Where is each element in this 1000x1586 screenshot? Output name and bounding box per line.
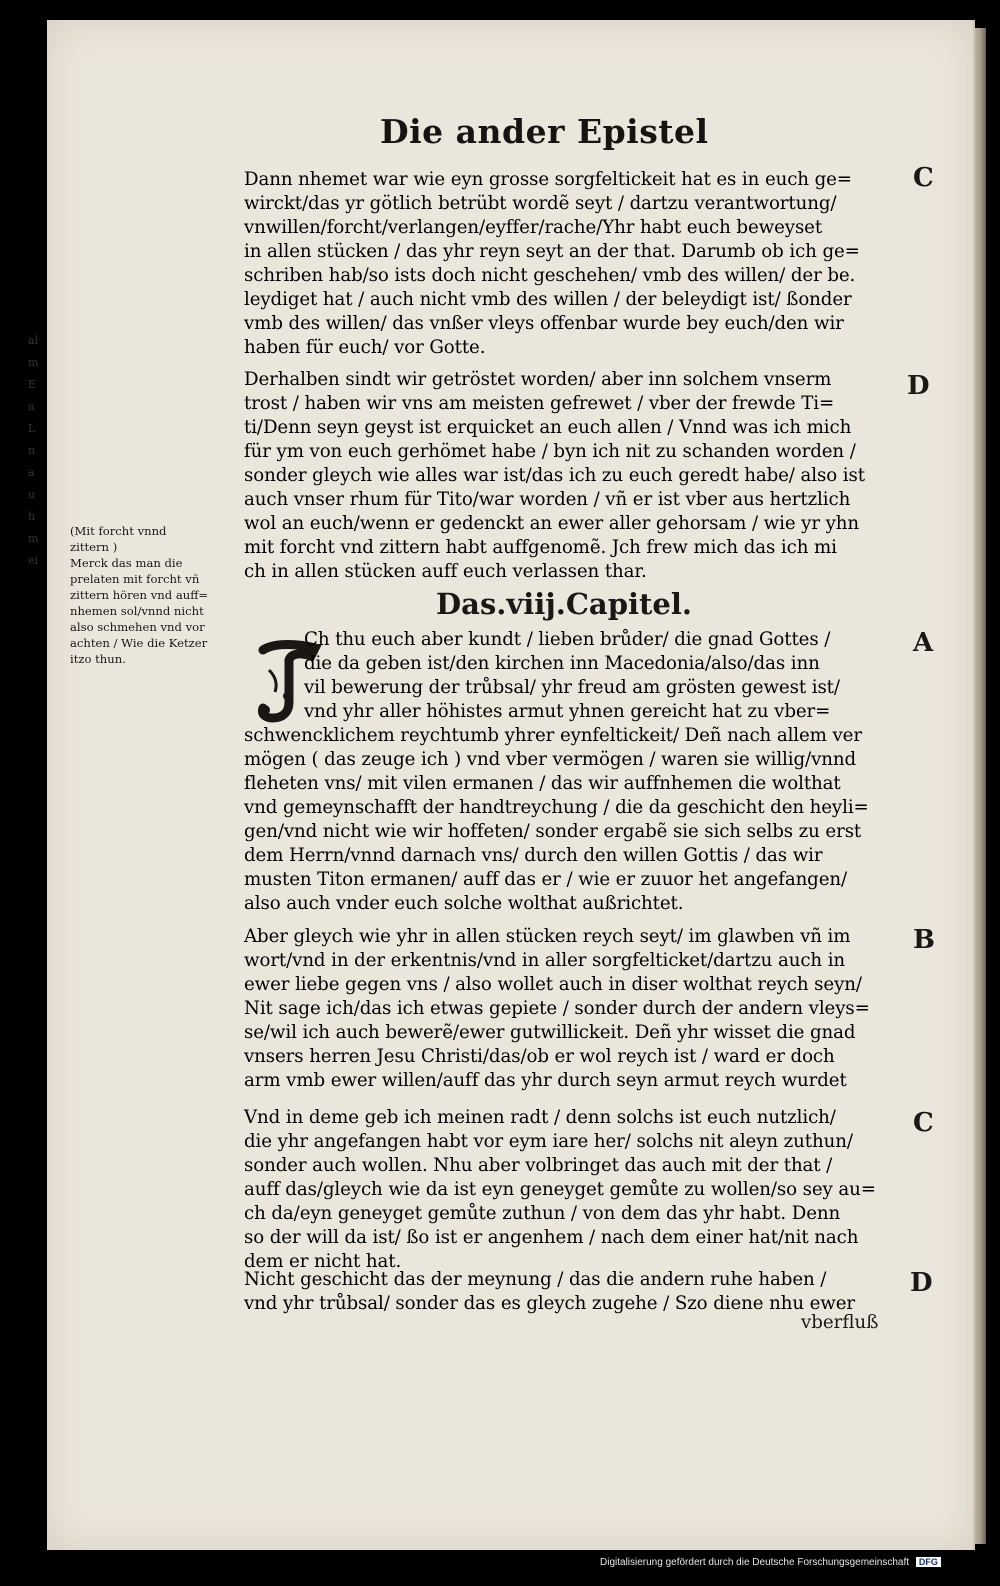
text-line: schriben hab/so ists doch nicht geschehen/ vmb des willen/ der be.	[244, 265, 856, 286]
text-line: Vnd in deme geb ich meinen radt / denn solchs ist euch nutzlich/	[244, 1107, 836, 1128]
text-line: vnd yhr trůbsal/ sonder das es gleych zugehe / Szo diene nhu ewer	[244, 1293, 856, 1314]
text-line: ch in allen stücken auff euch verlassen thar.	[244, 561, 647, 582]
text-line: auch vnser rhum für Tito/war worden / vñ er ist vber aus hertzlich	[244, 489, 851, 510]
text-line: achten / Wie die Ketzer	[70, 636, 208, 650]
marginal-note	[70, 523, 245, 667]
paragraph-2	[244, 368, 884, 584]
text-line: sonder gleych wie alles war ist/das ich zu euch geredt habe/ also ist	[244, 465, 865, 486]
running-title: Die ander Epistel	[380, 112, 709, 151]
text-line: Aber gleych wie yhr in allen stücken reych seyt/ im glawben vñ im	[244, 926, 851, 947]
text-line: vmb des willen/ das vnßer vleys offenbar wurde bey euch/den wir	[244, 313, 844, 334]
paragraph-3	[244, 628, 884, 916]
text-line: ewer liebe gegen vns / also wollet auch in diser wolthat reych seyn/	[244, 974, 862, 995]
paragraph-5	[244, 1106, 884, 1274]
text-line: zittern )	[70, 540, 118, 554]
gutter-fragment: n	[28, 444, 36, 457]
text-line: dem er nicht hat.	[244, 1251, 402, 1272]
text-line: zittern hören vnd auff=	[70, 588, 209, 602]
text-line: vil bewerung der trůbsal/ yhr freud am grösten gewest ist/	[304, 677, 840, 698]
text-line: Nicht geschicht das der meynung / das die andern ruhe haben /	[244, 1269, 827, 1290]
text-line: itzo thun.	[70, 652, 126, 666]
footer-credit	[600, 1557, 941, 1568]
text-line: ti/Denn seyn geyst ist erquicket an euch allen / Vnnd was ich mich	[244, 417, 852, 438]
text-line: musten Titon ermanen/ auff das er / wie er zuuor het angefangen/	[244, 869, 848, 890]
text-line: die yhr angefangen habt vor eym iare her/ solchs nit aleyn zuthun/	[244, 1131, 853, 1152]
text-line: so der will da ist/ ßo ist er angenhem / nach dem einer hat/nit nach	[244, 1227, 859, 1248]
text-line: trost / haben wir vns am meisten gefrewet / vber der frewde Ti=	[244, 393, 835, 414]
footer-text: Digitalisierung gefördert durch die Deutsche Forschungsgemeinschaft	[600, 1557, 910, 1568]
text-line: Derhalben sindt wir getröstet worden/ aber inn solchem vnserm	[244, 369, 832, 390]
text-line: mit forcht vnd zittern habt auffgenomẽ. Jch frew mich das ich mi	[244, 537, 837, 558]
text-line: vnsers herren Jesu Christi/das/ob er wol reych ist / ward er doch	[244, 1046, 835, 1067]
gutter-fragment: a	[28, 466, 35, 479]
text-line: schwencklichem reychtumb yhrer eynfeltickeit/ Deñ nach allem ver	[244, 725, 862, 746]
gutter-fragment: u	[28, 488, 36, 501]
text-line: Dann nhemet war wie eyn grosse sorgfeltickeit hat es in euch ge=	[244, 169, 852, 190]
text-line: wirckt/das yr götlich betrübt wordẽ seyt / dartzu verantwortung/	[244, 193, 837, 214]
text-line: mögen ( das zeuge ich ) vnd vber vermögen / waren sie willig/vnnd	[244, 749, 857, 770]
paragraph-4	[244, 925, 884, 1093]
text-line: fleheten vns/ mit vilen ermanen / das wir auffnhemen die wolthat	[244, 773, 841, 794]
text-line: also schmehen vnd vor	[70, 620, 205, 634]
gutter-fragment: al	[28, 334, 39, 347]
text-line: vnd yhr aller höhistes armut yhnen gereicht hat zu vber=	[304, 701, 831, 722]
sigil-c: C	[913, 163, 934, 193]
gutter-fragment: L	[28, 422, 36, 435]
text-line: vnd gemeynschafft der handtreychung / die da geschicht den heyli=	[244, 797, 869, 818]
text-line: gen/vnd nicht wie wir hoffeten/ sonder ergabẽ sie sich selbs zu erst	[244, 821, 862, 842]
text-line: vnwillen/forcht/verlangen/eyffer/rache/Yhr habt euch beweyset	[244, 217, 823, 238]
text-line: se/wil ich auch bewerẽ/ewer gutwillickeit. Deñ yhr wisset die gnad	[244, 1022, 856, 1043]
sigil-d: D	[910, 1268, 933, 1298]
text-line: für ym von euch gerhömet habe / byn ich nit zu schanden worden /	[244, 441, 856, 462]
text-line: haben für euch/ vor Gotte.	[244, 337, 486, 358]
text-line: nhemen sol/vnnd nicht	[70, 604, 204, 618]
text-line: sonder auch wollen. Nhu aber volbringet das auch mit der that /	[244, 1155, 833, 1176]
text-line: Nit sage ich/das ich etwas gepiete / sonder durch der andern vleys=	[244, 998, 870, 1019]
text-line: Ch thu euch aber kundt / lieben brůder/ die gnad Gottes /	[304, 629, 831, 650]
gutter-fragment: E	[28, 378, 37, 391]
gutter-fragment: m	[28, 532, 39, 545]
text-line: auff das/gleych wie da ist eyn geneyget gemůte zu wollen/so sey au=	[244, 1179, 876, 1200]
gutter-fragment: h	[28, 510, 36, 523]
text-line: die da geben ist/den kirchen inn Macedonia/also/das inn	[304, 653, 820, 674]
text-line: wort/vnd in der erkentnis/vnd in aller sorgfelticket/dartzu auch in	[244, 950, 846, 971]
text-line: arm vmb ewer willen/auff das yhr durch seyn armut reych wurdet	[244, 1070, 847, 1091]
facing-page-gutter	[28, 330, 46, 690]
dfg-logo: DFG	[916, 1557, 941, 1567]
text-line: prelaten mit forcht vñ	[70, 572, 200, 586]
sigil-a: A	[913, 628, 934, 658]
text-line: also auch vnder euch solche wolthat außrichtet.	[244, 893, 684, 914]
sigil-d: D	[907, 371, 930, 401]
paragraph-1	[244, 168, 884, 360]
text-line: dem Herrn/vnnd darnach vns/ durch den willen Gottis / das wir	[244, 845, 823, 866]
paragraph-6	[244, 1268, 884, 1316]
text-line: (Mit forcht vnnd	[70, 524, 167, 538]
text-line: leydiget hat / auch nicht vmb des willen / der beleydigt ist/ ßonder	[244, 289, 852, 310]
text-line: ch da/eyn geneyget gemůte zuthun / von dem das yhr habt. Denn	[244, 1203, 841, 1224]
text-line: wol an euch/wenn er gedenckt an ewer aller gehorsam / wie yr yhn	[244, 513, 860, 534]
gutter-fragment: a	[28, 400, 35, 413]
sigil-c: C	[913, 1108, 934, 1138]
chapter-heading: Das.viij.Capitel.	[436, 587, 692, 621]
text-line: Merck das man die	[70, 556, 183, 570]
gutter-fragment: m	[28, 356, 39, 369]
gutter-fragment: ei	[28, 554, 39, 567]
catchword: vberfluß	[801, 1312, 879, 1333]
text-line: in allen stücken / das yhr reyn seyt an der that. Darumb ob ich ge=	[244, 241, 860, 262]
sigil-b: B	[913, 925, 935, 955]
